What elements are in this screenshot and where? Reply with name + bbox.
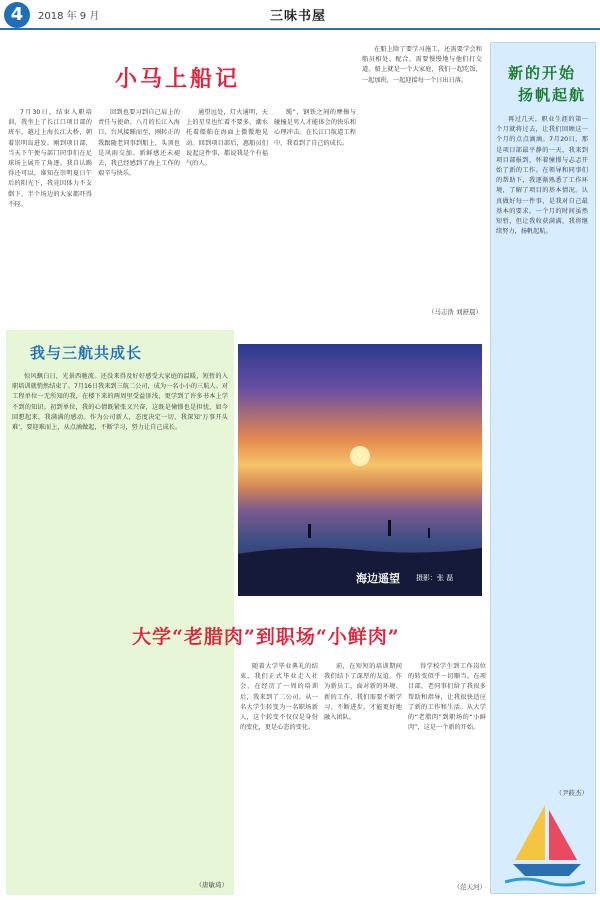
article1-col5: 在船上除了要学习施工，还需要学会和船员相处、配合，需要慢慢地与他们打交道。船上就是一个大家庭，我们一起吃饭，一起加班，一起迎接每一个日出日落。	[362, 46, 482, 84]
boat-hull-shape	[513, 864, 581, 876]
photo-caption: 海边遥望	[356, 572, 400, 585]
article1-col1: 7月30日，结束入职培训，我坐上了长江口项目部的班车，越过上海长江大桥，朝着崇明岛进发。刚到项目部，当天下午便与部门同事们在足球场上展开了角逐。我自认踢得还可以，谁知在崇明夏日午后的阳光下，我竟因体力不支倒下，半个场边的大家都吓得不轻。	[8, 109, 92, 208]
wave-shape	[505, 879, 585, 885]
article1-col3: 通望远处，灯火通明，天上的星星也忙着不要多，潮水托着船舶在海面上微微地晃动。回到项目部后，惠船员们说起这件事，都说我是个有福气的人。	[186, 109, 268, 168]
article2-signature: （唐敏琦）	[195, 881, 228, 889]
sailboat-illustration	[505, 800, 585, 890]
article1-title: 小马上船记	[115, 66, 241, 92]
article3-col1: 随着大学毕业典礼的结束，我们正式毕业走入社会，在经历了一周的培训后，我来到了二公司。从一名大学生转变为一名职场新人，这个转变不仅仅是身份的变化，更是心态的变化。	[240, 663, 318, 732]
article1-col2: 回到也要习到自己肩上的责任与使命。八月的长江入海口，台风接踵而至，刚转正的我跟随老同事到船上，头顶也是风雨交加。新鲜感还未褪去，我已经感到了海上工作的艰辛与快乐。	[98, 109, 180, 178]
issue-date: 2018 年 9 月	[38, 11, 100, 22]
sun-shape	[350, 446, 370, 466]
paper-title: 三味书屋	[270, 9, 327, 24]
page-number: 4	[4, 2, 30, 28]
article4-title-line1: 新的开始	[508, 64, 577, 82]
article2-title: 我与三航共成长	[30, 344, 143, 362]
article1-signature: （马志浩 刘舒晨）	[427, 308, 482, 316]
silhouettes	[308, 520, 430, 538]
article4-signature: （尹筱杰）	[555, 789, 588, 797]
article3-col2: 前，在短短的培训期间我们结下了深厚的友谊。作为新员工，面对新的环境、新的工作，我们需要不断学习、不断进步，才能更好地融入团队。	[324, 663, 402, 722]
sunset-photo	[238, 344, 482, 596]
article3-signature: （范天河）	[453, 883, 486, 891]
sunset-illustration	[238, 344, 482, 596]
sail-right-shape	[549, 810, 577, 860]
article4-title-line2: 扬帆起航	[518, 86, 587, 104]
article1-col4: 缆”，钢铁之间的摩擦与碰撞是男人才能体会的快乐和心理冲击。在长江口航道工程中，我看到了自己的成长。	[274, 109, 356, 147]
article4-body: 再过几天，职业生涯的第一个月就将过去，让我们回顾这一个月的点点滴滴。7月20日，那是项目部最平静的一天，我来到项目部报到，怀着憧憬与忐忑开始了新的工作。在领导和同事们的帮助下，我逐渐熟悉了工作环境，了解了项目的基本情况。认真做好每一件事，是我对自己最基本的要求。一个月的时间虽然短暂，但让我收获满满，我将继续努力，扬帆起航。	[496, 116, 588, 236]
article3-col3: 得学校学生到工作岗位的转变似乎一切顺当。在项目部，老同事们给了我很多帮助和指导，让我很快适应了新的工作和生活。从大学的“老腊肉”到职场的“小鲜肉”，这是一个新的开始。	[408, 663, 486, 732]
photo-credit: 摄影：张 磊	[416, 574, 454, 582]
article3-title: 大学“老腊肉”到职场“小鲜肉”	[132, 626, 400, 648]
article2-body: 惊风飘白日，光景西驰流。还没来得及好好感受大家庭的温暖，短暂的入职培训就悄然结束了。7月16日我来到三航二公司，成为一名小小的三航人。对工程单位一无所知的我，在楼下来的两周里受益匪浅，更学到了许多书本上学不到的知识。初到单位，我的心情既紧张又兴奋，这既是憧憬也是担忧，如今回想起来，我满满的感动。作为公司新人，态度决定一切，我深知‘万事开头难’，要迎难而上，从点滴做起，不断学习，努力让自己成长。	[12, 373, 228, 432]
page-header	[0, 0, 600, 30]
sail-left-shape	[515, 805, 545, 860]
